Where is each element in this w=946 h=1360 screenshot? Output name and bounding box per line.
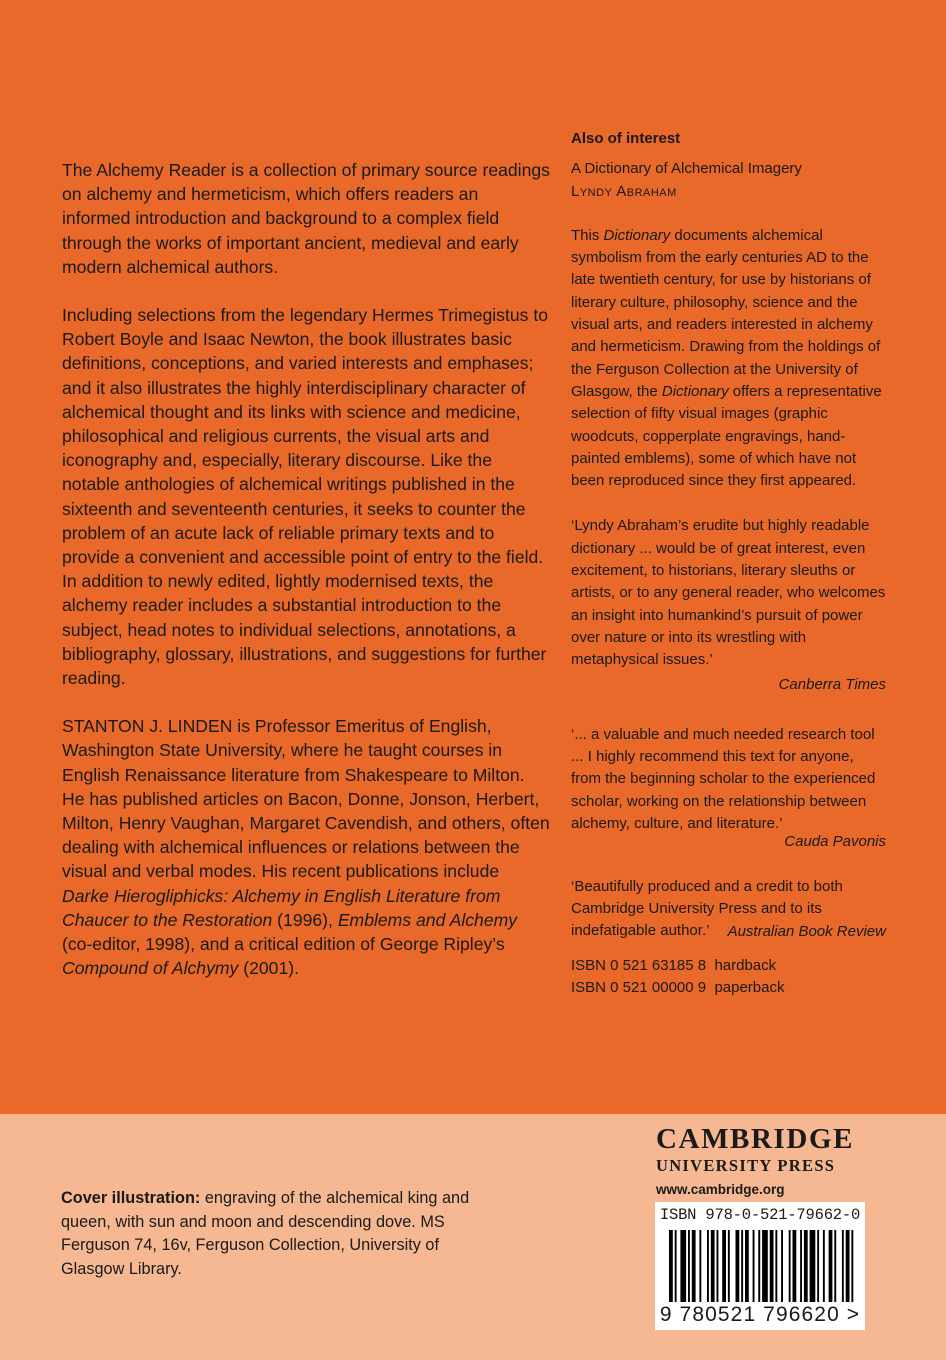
barcode-digits: 9 780521 796620 > <box>659 1303 861 1326</box>
barcode-bar <box>834 1230 836 1302</box>
intro-paragraph: The Alchemy Reader is a collection of primary source readings on alchemy and hermeticism, which offers readers an informed introduction and background to a complex field through the works of important ancient, medieval and early modern alchemical authors. <box>62 160 550 277</box>
barcode-bar <box>711 1230 715 1302</box>
isbn-paperback: ISBN 0 521 00000 9 paperback <box>571 979 785 997</box>
also-of-interest-column <box>571 128 886 999</box>
review-source: Canberra Times <box>778 675 886 693</box>
book-title-compound: Compound of Alchymy <box>62 958 239 979</box>
barcode-bar <box>745 1230 749 1302</box>
barcode-bar <box>699 1230 701 1302</box>
publisher-subname: UNIVERSITY PRESS <box>656 1156 836 1175</box>
barcode-bar <box>823 1230 825 1302</box>
barcode-bar <box>770 1230 774 1302</box>
main-description <box>62 158 550 981</box>
barcode-bar <box>810 1230 816 1302</box>
publisher-name: CAMBRIDGE <box>656 1123 855 1155</box>
barcode-bar <box>793 1230 797 1302</box>
barcode-bar <box>728 1230 730 1302</box>
related-book-description: This Dictionary documents alchemical symbolism from the early centuries AD to the late twentieth century, for use by historians of literary culture, philosophy, science and the visual arts, and readers interested in alchemy and hermeticism. Drawing from the holdings of the Ferguson Collection at the University of Glasgow, the Dictionary offers a representative selection of fifty visual images (graphic woodcuts, copperplate engravings, hand-painted emblems), some of which have not been reproduced since they first appeared. <box>571 226 882 490</box>
book-title-emblems: Emblems and Alchemy <box>337 909 518 930</box>
barcode-bar <box>789 1230 791 1302</box>
contents-paragraph: In addition to newly edited, lightly modernised texts, the alchemy reader includes a substantial introduction to the subject, head notes to individual selections, annotations, a bibliography, glossary, illustrations, and suggestions for further reading. <box>62 571 547 689</box>
barcode-bar <box>680 1230 686 1302</box>
barcode <box>655 1230 865 1304</box>
review-quote: ‘Beautifully produced and a credit to both Cambridge University Press and to its indefatigable author.’ <box>571 877 843 940</box>
review-quote: ‘... a valuable and much needed research tool ... I highly recommend this text for anyone, from the beginning scholar to the experienced scholar, working on the relationship between alchemy, culture, and literature.’ <box>571 725 876 833</box>
barcode-bar <box>717 1230 719 1302</box>
barcode-bar <box>707 1230 709 1302</box>
also-of-interest-heading: Also of interest <box>571 130 681 147</box>
cover-illustration-note: Cover illustration: engraving of the alchemical king and queen, with sun and moon and descending dove. MS Ferguson 74, 16v, Ferguson Collection, University of Glasgow Library. <box>61 1189 470 1278</box>
review-quote: ‘Lyndy Abraham’s erudite but highly readable dictionary ... would be of great interest, even excitement, to historians, literary sleuths or artists, or to any general reader, who welcomes an insight into humankind’s pursuit of power over nature or into its wrestling with metaphysical issues.’ <box>571 517 886 669</box>
isbn-hardback: ISBN 0 521 63185 8 hardback <box>571 956 777 974</box>
barcode-bar <box>669 1230 673 1302</box>
barcode-bar <box>800 1230 802 1302</box>
barcode-bar <box>817 1230 819 1302</box>
publisher-logo <box>656 1124 876 1197</box>
barcode-bar <box>842 1230 844 1302</box>
review-source: Cauda Pavonis <box>784 833 886 851</box>
review-source: Australian Book Review <box>727 922 886 940</box>
selections-paragraph: Including selections from the legendary Hermes Trimegistus to Robert Boyle and Isaac Newton, the book illustrates basic definitions, conceptions, and varied interests and emphases; and it also illustrates the highly interdisciplinary character of alchemical thought and its links with science and medicine, philosophical and religious currents, the visual arts and iconography and, especially, literary discourse. Like the notable anthologies of alchemical writings published in the sixteenth and seventeenth centuries, it seeks to counter the problem of an acute lack of reliable primary texts and to provide a convenient and accessible point of entry to the field. <box>62 305 549 568</box>
cover-illustration-label: Cover illustration: <box>61 1189 201 1207</box>
barcode-bar <box>762 1230 768 1302</box>
barcode-bar <box>736 1230 740 1302</box>
publisher-url: www.cambridge.org <box>656 1182 785 1197</box>
barcode-panel <box>655 1202 865 1330</box>
barcode-bar <box>775 1230 777 1302</box>
barcode-bar <box>688 1230 690 1302</box>
barcode-bar <box>851 1230 853 1302</box>
barcode-bar <box>804 1230 808 1302</box>
barcode-bar <box>675 1230 677 1302</box>
barcode-bar <box>758 1230 760 1302</box>
barcode-bar <box>753 1230 755 1302</box>
barcode-bar <box>846 1230 850 1302</box>
related-book-title: A Dictionary of Alchemical Imagery <box>571 160 802 178</box>
author-bio: STANTON J. LINDEN is Professor Emeritus of English, Washington State University, where he taught courses in English Renaissance literature from Shakespeare to Milton. He has published articles on Bacon, Donne, Jonson, Herbert, Milton, Henry Vaughan, Margaret Cavendish, and others, often dealing with alchemical influences or relations between the visual and verbal modes. His recent publications include Darke Hierogliphicks: Alchemy in English Literature from Chaucer to the Restoration (1996), Emblems and Alchemy (co-editor, 1998), and a critical edition of George Ripley’s Compound of Alchymy (2001). <box>62 716 550 979</box>
related-book-author: Lyndy Abraham <box>571 182 677 200</box>
isbn-13-label: ISBN 978-0-521-79662-0 <box>659 1206 861 1224</box>
barcode-bar <box>781 1230 783 1302</box>
book-title-darke: Darke Hierogliphicks: Alchemy in English Literature from Chaucer to the Restoration <box>62 885 501 930</box>
barcode-bar <box>692 1230 696 1302</box>
barcode-bar <box>741 1230 743 1302</box>
barcode-bar <box>829 1230 833 1302</box>
barcode-bar <box>722 1230 726 1302</box>
